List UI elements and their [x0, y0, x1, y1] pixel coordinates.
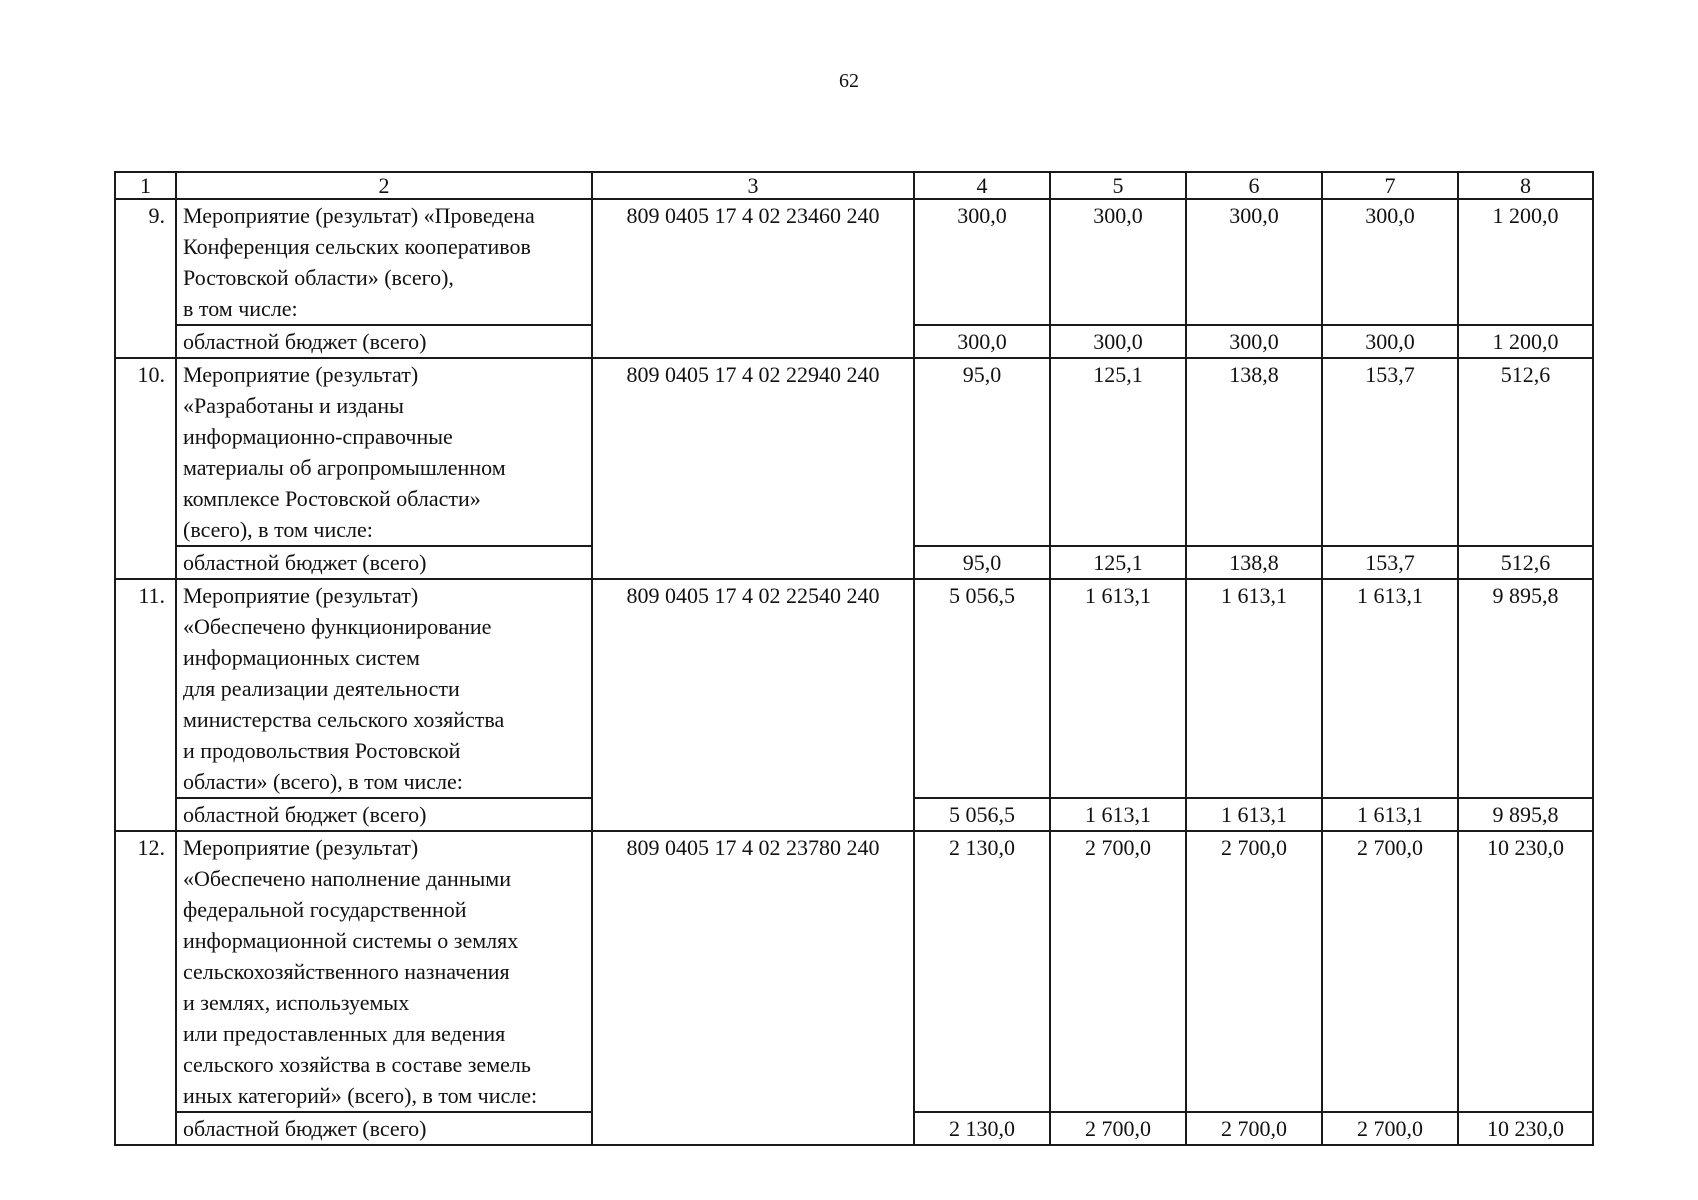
amount-cell: 2 700,0 — [1322, 1112, 1458, 1145]
amount-cell: 1 613,1 — [1322, 579, 1458, 798]
header-cell: 8 — [1458, 172, 1593, 199]
activity-description — [176, 199, 592, 325]
amount-cell: 300,0 — [1186, 199, 1322, 325]
amount-cell: 300,0 — [1050, 325, 1186, 358]
activity-description — [176, 358, 592, 546]
amount-cell: 5 056,5 — [914, 798, 1050, 831]
table-header-row — [115, 172, 1593, 199]
description-line: Мероприятие (результат) — [183, 835, 419, 860]
description-line: информационных систем — [183, 645, 420, 670]
amount-cell: 1 613,1 — [1186, 579, 1322, 798]
amount-cell: 125,1 — [1050, 358, 1186, 546]
regional-budget-label: областной бюджет (всего) — [176, 1112, 592, 1145]
page-number: 62 — [839, 70, 859, 92]
amount-cell: 125,1 — [1050, 546, 1186, 579]
table-row — [115, 199, 1593, 325]
amount-cell: 300,0 — [1186, 325, 1322, 358]
table-row — [115, 358, 1593, 546]
amount-cell: 300,0 — [1050, 199, 1186, 325]
description-line: комплексе Ростовской области» — [183, 486, 481, 511]
amount-cell: 10 230,0 — [1458, 831, 1593, 1112]
header-cell: 2 — [176, 172, 592, 199]
description-line: материалы об агропромышленном — [183, 455, 506, 480]
activity-description — [176, 831, 592, 1112]
activity-description — [176, 579, 592, 798]
description-line: Мероприятие (результат) «Проведена — [183, 203, 535, 228]
description-line: в том числе: — [183, 296, 298, 321]
row-number: 9. — [115, 199, 176, 358]
regional-budget-label: областной бюджет (всего) — [176, 798, 592, 831]
amount-cell: 512,6 — [1458, 546, 1593, 579]
description-line: «Обеспечено наполнение данными — [183, 866, 512, 891]
description-line: информационно-справочные — [183, 424, 453, 449]
header-cell: 6 — [1186, 172, 1322, 199]
description-line: министерства сельского хозяйства — [183, 707, 505, 732]
amount-cell: 300,0 — [1322, 325, 1458, 358]
description-line: или предоставленных для ведения — [183, 1021, 506, 1046]
description-line: сельского хозяйства в составе земель — [183, 1052, 531, 1077]
amount-cell: 2 700,0 — [1050, 831, 1186, 1112]
row-number: 12. — [115, 831, 176, 1145]
description-line: федеральной государственной — [183, 897, 467, 922]
header-cell: 7 — [1322, 172, 1458, 199]
row-number: 10. — [115, 358, 176, 579]
description-line: Мероприятие (результат) — [183, 362, 419, 387]
amount-cell: 5 056,5 — [914, 579, 1050, 798]
budget-code: 809 0405 17 4 02 22540 240 — [592, 579, 914, 831]
budget-code: 809 0405 17 4 02 23460 240 — [592, 199, 914, 358]
description-line: «Обеспечено функционирование — [183, 614, 492, 639]
header-cell: 1 — [115, 172, 176, 199]
amount-cell: 95,0 — [914, 358, 1050, 546]
amount-cell: 1 200,0 — [1458, 199, 1593, 325]
amount-cell: 512,6 — [1458, 358, 1593, 546]
amount-cell: 95,0 — [914, 546, 1050, 579]
amount-cell: 2 700,0 — [1186, 1112, 1322, 1145]
amount-cell: 153,7 — [1322, 546, 1458, 579]
amount-cell: 2 700,0 — [1186, 831, 1322, 1112]
row-number: 11. — [115, 579, 176, 831]
budget-code: 809 0405 17 4 02 23780 240 — [592, 831, 914, 1145]
description-line: (всего), в том числе: — [183, 517, 373, 542]
budget-code: 809 0405 17 4 02 22940 240 — [592, 358, 914, 579]
amount-cell: 9 895,8 — [1458, 579, 1593, 798]
regional-budget-label: областной бюджет (всего) — [176, 325, 592, 358]
amount-cell: 2 130,0 — [914, 1112, 1050, 1145]
amount-cell: 1 613,1 — [1322, 798, 1458, 831]
table-row — [115, 831, 1593, 1112]
description-line: сельскохозяйственного назначения — [183, 959, 510, 984]
amount-cell: 9 895,8 — [1458, 798, 1593, 831]
description-line: иных категорий» (всего), в том числе: — [183, 1083, 538, 1108]
amount-cell: 1 613,1 — [1050, 579, 1186, 798]
header-cell: 4 — [914, 172, 1050, 199]
amount-cell: 300,0 — [914, 199, 1050, 325]
table-row — [115, 579, 1593, 798]
description-line: для реализации деятельности — [183, 676, 460, 701]
description-line: области» (всего), в том числе: — [183, 769, 463, 794]
amount-cell: 2 700,0 — [1322, 831, 1458, 1112]
description-line: информационной системы о землях — [183, 928, 519, 953]
regional-budget-label: областной бюджет (всего) — [176, 546, 592, 579]
header-cell: 3 — [592, 172, 914, 199]
budget-table — [114, 171, 1594, 1146]
description-line: и землях, используемых — [183, 990, 410, 1015]
description-line: Конференция сельских кооперативов — [183, 234, 531, 259]
amount-cell: 300,0 — [1322, 199, 1458, 325]
amount-cell: 2 130,0 — [914, 831, 1050, 1112]
description-line: Ростовской области» (всего), — [183, 265, 454, 290]
amount-cell: 10 230,0 — [1458, 1112, 1593, 1145]
amount-cell: 1 613,1 — [1050, 798, 1186, 831]
description-line: Мероприятие (результат) — [183, 583, 419, 608]
amount-cell: 300,0 — [914, 325, 1050, 358]
description-line: и продовольствия Ростовской — [183, 738, 461, 763]
amount-cell: 1 613,1 — [1186, 798, 1322, 831]
amount-cell: 153,7 — [1322, 358, 1458, 546]
amount-cell: 138,8 — [1186, 546, 1322, 579]
amount-cell: 1 200,0 — [1458, 325, 1593, 358]
header-cell: 5 — [1050, 172, 1186, 199]
amount-cell: 138,8 — [1186, 358, 1322, 546]
description-line: «Разработаны и изданы — [183, 393, 404, 418]
amount-cell: 2 700,0 — [1050, 1112, 1186, 1145]
